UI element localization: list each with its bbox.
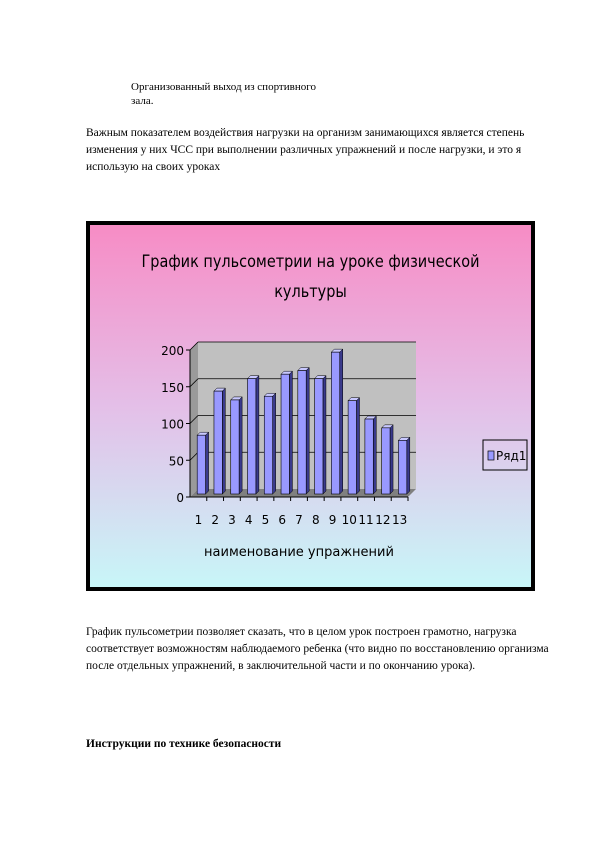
bar-side: [357, 398, 360, 494]
bar-side: [390, 425, 393, 494]
bar-front: [264, 396, 272, 494]
bar-front: [365, 419, 373, 494]
x-tick-label: 5: [261, 513, 270, 527]
x-tick-label: 6: [278, 513, 287, 527]
bar: [281, 371, 292, 494]
bar-front: [214, 391, 222, 494]
bar: [331, 349, 342, 494]
paragraph-conclusion: График пульсометрии позволяет сказать, что в целом урок построен грамотно, нагрузка соответствует возможностям наблюдаемого ребенка (что видно по восстановлению организма после отдельных упражнений, в заключительной части и по окончанию урока).: [86, 626, 549, 672]
x-tick-label: 10: [341, 513, 357, 527]
bar: [248, 376, 259, 494]
bar-side: [323, 376, 326, 494]
x-tick-label: 1: [194, 513, 203, 527]
bar-side: [206, 432, 209, 494]
x-tick-label: 13: [391, 513, 408, 527]
x-tick-label: 8: [311, 513, 320, 527]
bar: [382, 425, 393, 494]
bar-front: [248, 379, 256, 494]
x-tick-label: 4: [244, 513, 253, 527]
legend-swatch: [488, 451, 494, 460]
x-axis-label: наименование упражнений: [204, 545, 394, 560]
bar-front: [331, 352, 339, 494]
x-tick-label: 12: [375, 513, 391, 527]
chart-plot: [90, 225, 531, 587]
legend-label: Ряд1: [496, 449, 527, 463]
bar-front: [298, 371, 306, 494]
y-tick-label: 0: [176, 491, 184, 505]
bar-side: [306, 368, 309, 494]
paragraph-intro: Важным показателем воздействия нагрузки на организм занимающихся является степень изменения у них ЧСС при выполнении различных упражнений и после нагрузки, и это я использую на своих уроках: [86, 127, 525, 173]
bar: [214, 388, 225, 494]
bar: [315, 376, 326, 494]
bar-front: [398, 440, 406, 494]
bar-side: [222, 388, 225, 494]
section-heading: Инструкции по технике безопасности: [86, 738, 282, 750]
bar-front: [382, 428, 390, 494]
chart-legend: [483, 440, 527, 470]
bar: [197, 432, 208, 494]
bar-side: [340, 349, 343, 494]
y-tick-label: 200: [161, 344, 184, 358]
y-tick-label: 100: [161, 417, 184, 432]
x-tick-label: 11: [358, 513, 374, 527]
bar: [398, 437, 409, 494]
bar-side: [273, 393, 276, 494]
bar-side: [289, 371, 292, 494]
bar-front: [197, 435, 205, 494]
bar-side: [256, 376, 259, 494]
x-tick-label: 7: [295, 513, 303, 527]
x-tick-label: 2: [211, 513, 219, 527]
x-tick-label: 9: [328, 513, 337, 527]
bar: [264, 393, 275, 494]
chart-title: График пульсометрии на уроке физической культуры: [141, 252, 480, 302]
bar-side: [373, 416, 376, 494]
bar-front: [348, 401, 356, 494]
bar: [348, 398, 359, 494]
bar-side: [239, 397, 242, 494]
bar: [231, 397, 242, 494]
bar-front: [315, 379, 323, 494]
bar: [365, 416, 376, 494]
x-tick-label: 3: [228, 513, 236, 527]
y-tick-label: 50: [168, 454, 184, 469]
bar-front: [231, 400, 239, 494]
bar: [298, 368, 309, 494]
bar-front: [281, 374, 289, 494]
photo-caption: Организованный выход из спортивного зала.: [131, 81, 316, 107]
bar-side: [407, 437, 410, 494]
pulse-chart: [86, 221, 535, 591]
y-tick-label: 150: [161, 380, 184, 395]
